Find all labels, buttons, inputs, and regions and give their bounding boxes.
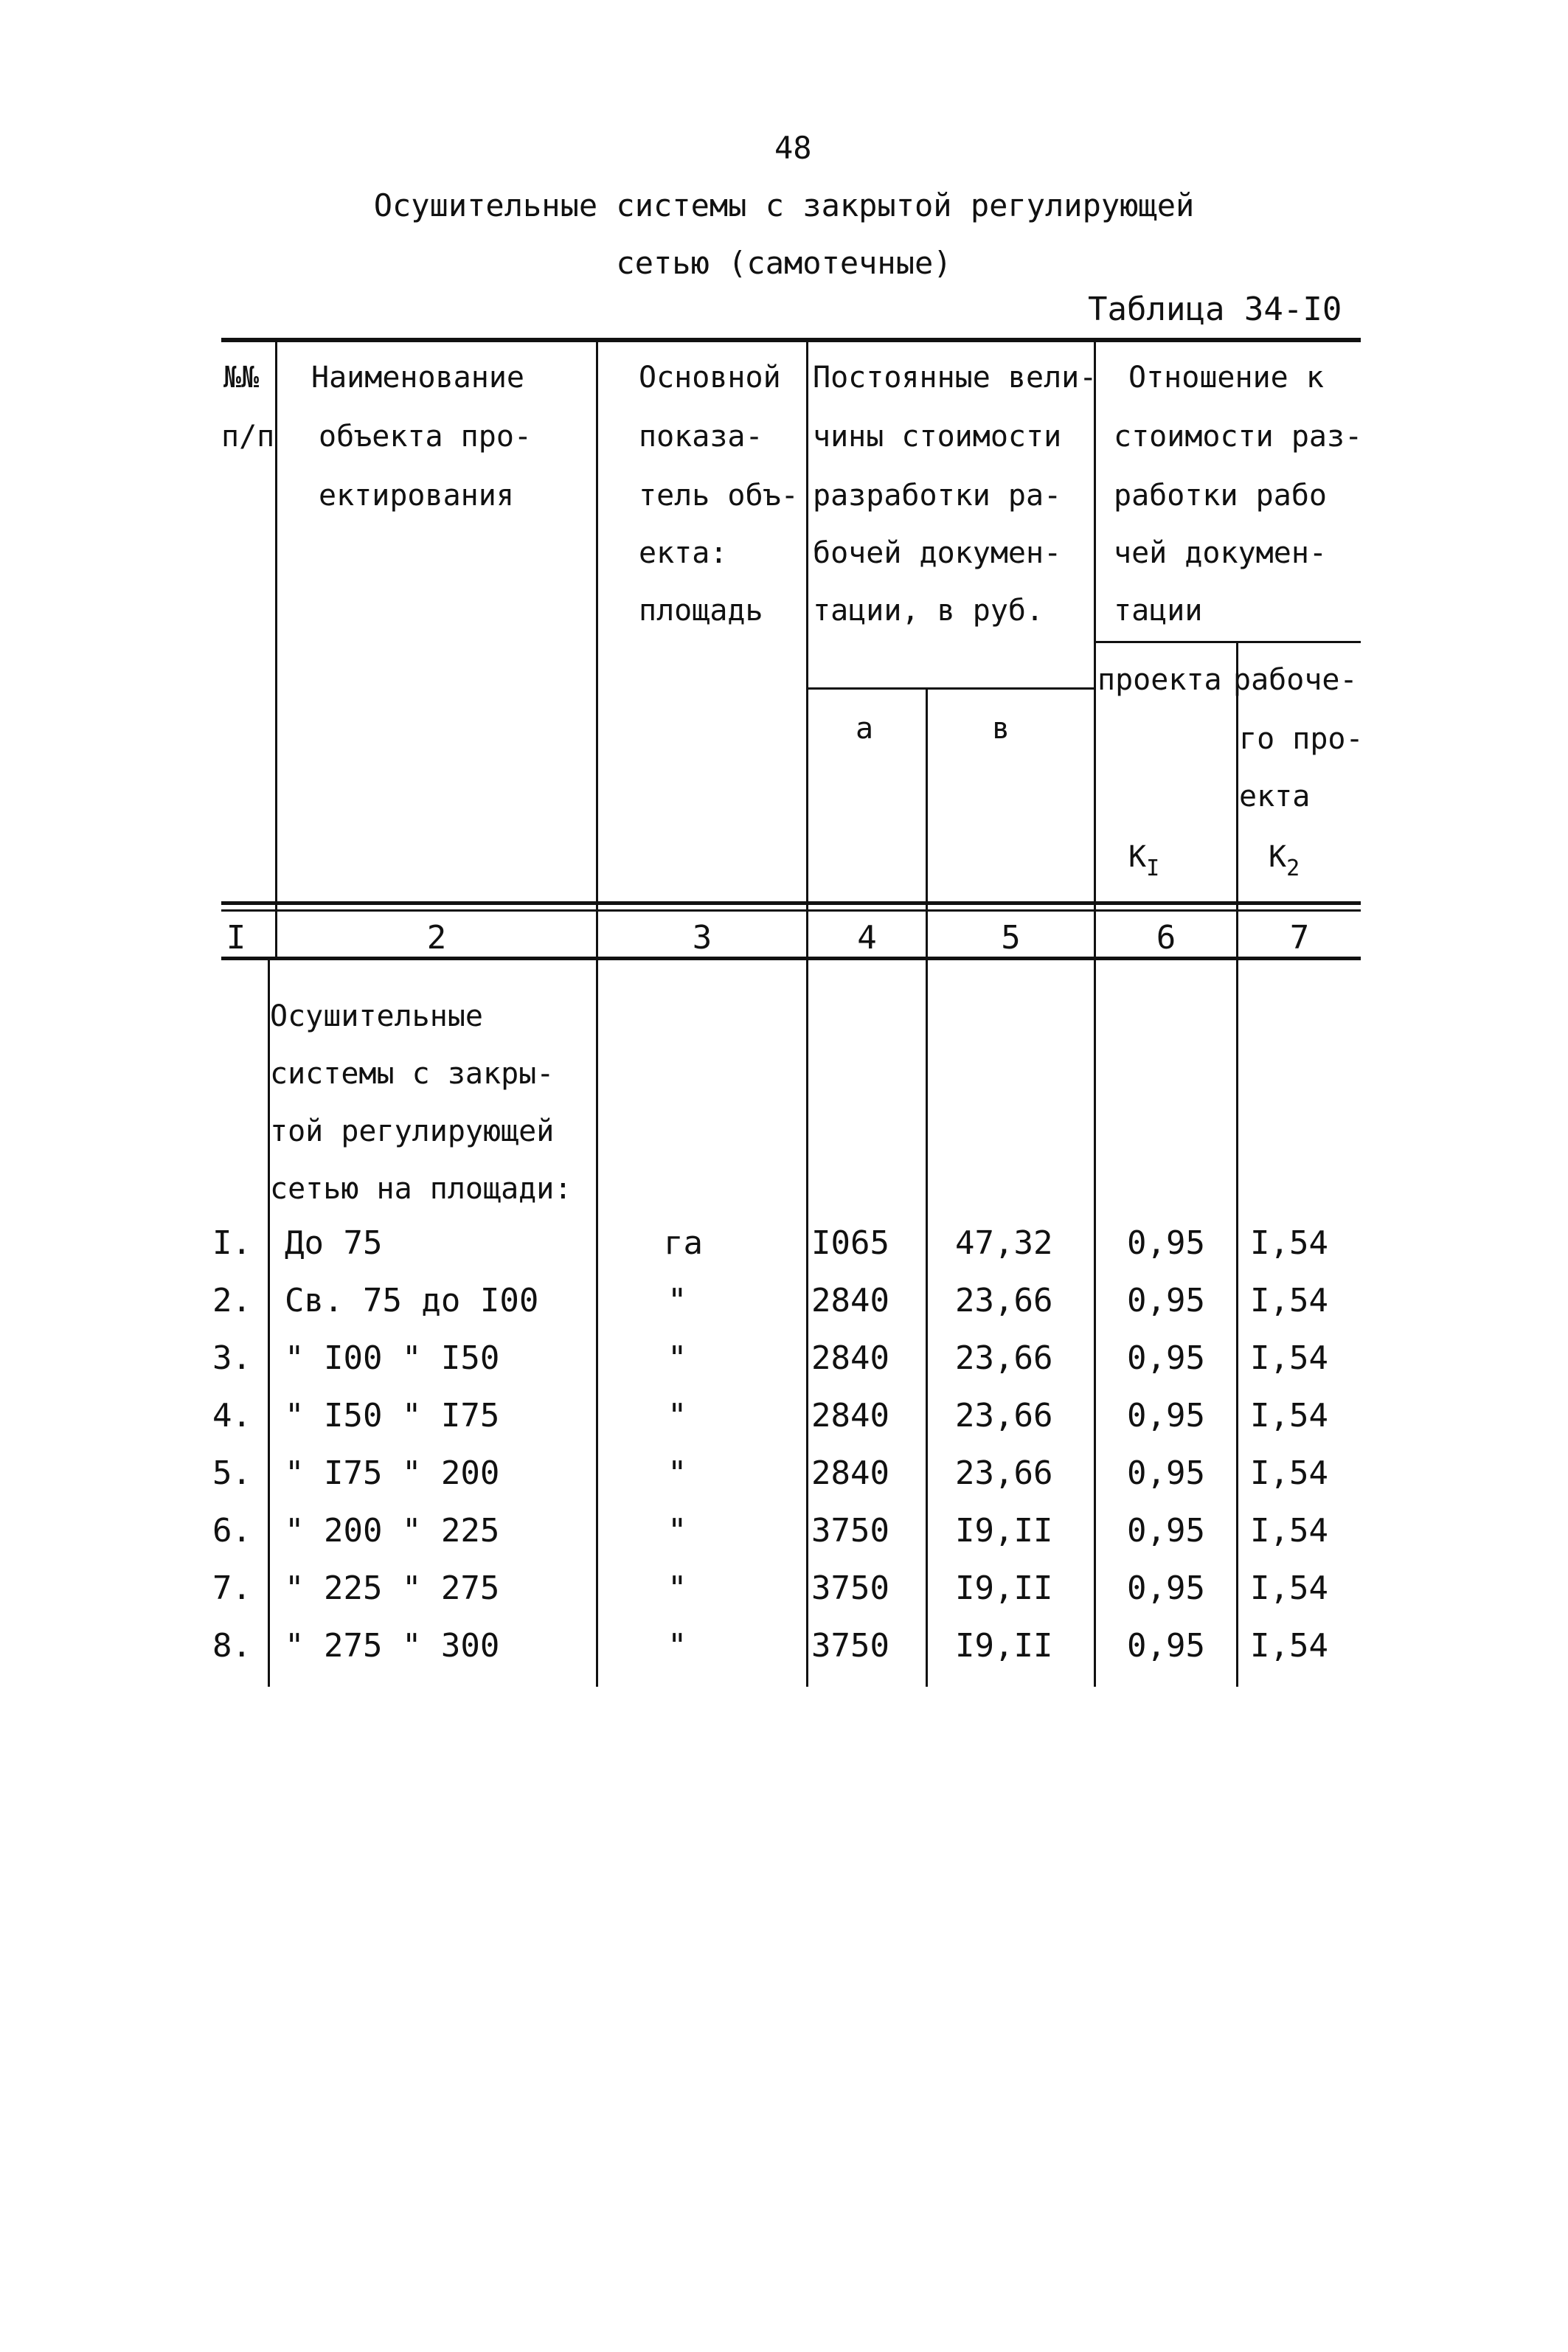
column-number: I (226, 919, 246, 957)
header-main-indicator: Основной (639, 361, 781, 395)
document-title-line-2: сетью (самотечные) (616, 245, 952, 281)
row-number: 6. (212, 1512, 251, 1550)
column-rule-5 (1094, 338, 1096, 960)
cost-a: 2840 (811, 1339, 889, 1377)
column-rule-3 (806, 338, 808, 960)
header-ratio: тации (1114, 594, 1203, 628)
column-number: 6 (1156, 919, 1176, 957)
header-ratio: Отношение к (1128, 361, 1324, 395)
header-number: п/п (221, 420, 275, 454)
cost-b: 23,66 (955, 1339, 1053, 1377)
column-numbers-bottom-rule (221, 957, 1361, 960)
table-label: Таблица 34-I0 (1088, 291, 1342, 328)
ratio-k1: 0,95 (1127, 1454, 1205, 1492)
subheader-rule-cost (806, 687, 1094, 690)
body-rule-6 (1236, 960, 1238, 1687)
header-object-name: Наименование (311, 361, 524, 395)
ratio-k2: I,54 (1250, 1627, 1328, 1665)
header-main-indicator: показа- (639, 420, 763, 454)
ratio-k2: I,54 (1250, 1397, 1328, 1435)
column-rule-2 (596, 338, 598, 960)
row-number: 7. (212, 1569, 251, 1607)
column-number: 4 (857, 919, 877, 957)
ratio-k1: 0,95 (1127, 1282, 1205, 1319)
ratio-k1: 0,95 (1127, 1339, 1205, 1377)
indicator-unit: " (667, 1454, 687, 1492)
cost-b: 47,32 (955, 1224, 1053, 1262)
cost-a: 3750 (811, 1569, 889, 1607)
header-ratio: стоимости раз- (1114, 420, 1363, 454)
header-ratio: работки рабо (1114, 479, 1327, 513)
indicator-unit: " (667, 1397, 687, 1435)
header-sub-b: в (992, 712, 1010, 746)
object-name: " I00 " I50 (285, 1339, 500, 1377)
object-name: Св. 75 до I00 (285, 1282, 539, 1319)
row-number: I. (212, 1224, 251, 1262)
page-number: 48 (774, 130, 812, 166)
ratio-k2: I,54 (1250, 1569, 1328, 1607)
indicator-unit: " (667, 1569, 687, 1607)
cost-b: I9,II (955, 1569, 1053, 1607)
ratio-k2: I,54 (1250, 1224, 1328, 1262)
column-numbers-top-rule (221, 909, 1361, 912)
indicator-unit: " (667, 1627, 687, 1665)
body-rule-2 (596, 960, 598, 1687)
ratio-k1: 0,95 (1127, 1512, 1205, 1550)
cost-a: 2840 (811, 1397, 889, 1435)
cost-b: 23,66 (955, 1397, 1053, 1435)
cost-a: I065 (811, 1224, 889, 1262)
row-number: 4. (212, 1397, 251, 1435)
column-number: 3 (692, 919, 712, 957)
body-rule-4 (926, 960, 928, 1687)
table-top-rule (221, 338, 1361, 342)
object-name: " 275 " 300 (285, 1627, 500, 1665)
object-name: " I75 " 200 (285, 1454, 500, 1492)
row-number: 8. (212, 1627, 251, 1665)
header-ratio: чей докумен- (1114, 536, 1327, 570)
cost-a: 2840 (811, 1454, 889, 1492)
row-number: 3. (212, 1339, 251, 1377)
header-fixed-cost: бочей докумен- (813, 536, 1062, 570)
section-title: системы с закры- (270, 1057, 555, 1091)
header-sub-working-project: екта (1239, 780, 1311, 814)
ratio-k2: I,54 (1250, 1282, 1328, 1319)
ratio-k2: I,54 (1250, 1339, 1328, 1377)
header-fixed-cost: разработки ра- (813, 479, 1062, 513)
cost-a: 3750 (811, 1627, 889, 1665)
ratio-k2: I,54 (1250, 1512, 1328, 1550)
cost-a: 3750 (811, 1512, 889, 1550)
ratio-k1: 0,95 (1127, 1397, 1205, 1435)
header-fixed-cost: чины стоимости (813, 420, 1062, 454)
object-name: До 75 (285, 1224, 383, 1262)
section-title: сетью на площади: (270, 1172, 572, 1206)
header-number: №№ (223, 361, 260, 395)
section-title: той регулирующей (270, 1114, 555, 1148)
header-fixed-cost: тации, в руб. (813, 594, 1044, 628)
cost-b: I9,II (955, 1627, 1053, 1665)
indicator-unit: " (667, 1282, 687, 1319)
indicator-unit: " (667, 1512, 687, 1550)
coefficient-k2-label: $К_2$ (1269, 840, 1300, 881)
ratio-k1: 0,95 (1127, 1224, 1205, 1262)
body-rule-3 (806, 960, 808, 1687)
header-main-indicator: тель объ- (639, 479, 799, 513)
body-rule-5 (1094, 960, 1096, 1687)
indicator-unit: " (667, 1339, 687, 1377)
object-name: " I50 " I75 (285, 1397, 500, 1435)
object-name: " 225 " 275 (285, 1569, 500, 1607)
ratio-k1: 0,95 (1127, 1627, 1205, 1665)
column-rule-1 (275, 338, 277, 960)
header-object-name: объекта про- (319, 420, 532, 454)
ratio-k1: 0,95 (1127, 1569, 1205, 1607)
row-number: 2. (212, 1282, 251, 1319)
header-sub-project: проекта (1097, 663, 1222, 697)
section-title: Осушительные (270, 999, 483, 1033)
document-title-line-1: Осушительные системы с закрытой регулирующей (373, 187, 1195, 223)
header-sub-working-project: го про- (1239, 722, 1364, 756)
object-name: " 200 " 225 (285, 1512, 500, 1550)
ratio-k2: I,54 (1250, 1454, 1328, 1492)
header-main-indicator: площадь (639, 594, 763, 628)
cost-b: 23,66 (955, 1282, 1053, 1319)
column-number: 2 (426, 919, 447, 957)
header-main-indicator: екта: (639, 536, 728, 570)
header-fixed-cost: Постоянные вели- (813, 361, 1097, 395)
column-number: 5 (1001, 919, 1021, 957)
column-rule-4 (926, 687, 928, 960)
row-number: 5. (212, 1454, 251, 1492)
subheader-rule-ratio (1094, 641, 1361, 643)
cost-b: 23,66 (955, 1454, 1053, 1492)
header-bottom-rule (221, 901, 1361, 905)
column-number: 7 (1289, 919, 1310, 957)
header-object-name: ектирования (319, 479, 514, 513)
cost-a: 2840 (811, 1282, 889, 1319)
header-sub-a: а (856, 712, 874, 746)
coefficient-k1-label: $К_I$ (1128, 840, 1160, 881)
cost-b: I9,II (955, 1512, 1053, 1550)
indicator-unit: га (664, 1224, 703, 1262)
header-sub-working-project: рабоче- (1233, 663, 1358, 697)
